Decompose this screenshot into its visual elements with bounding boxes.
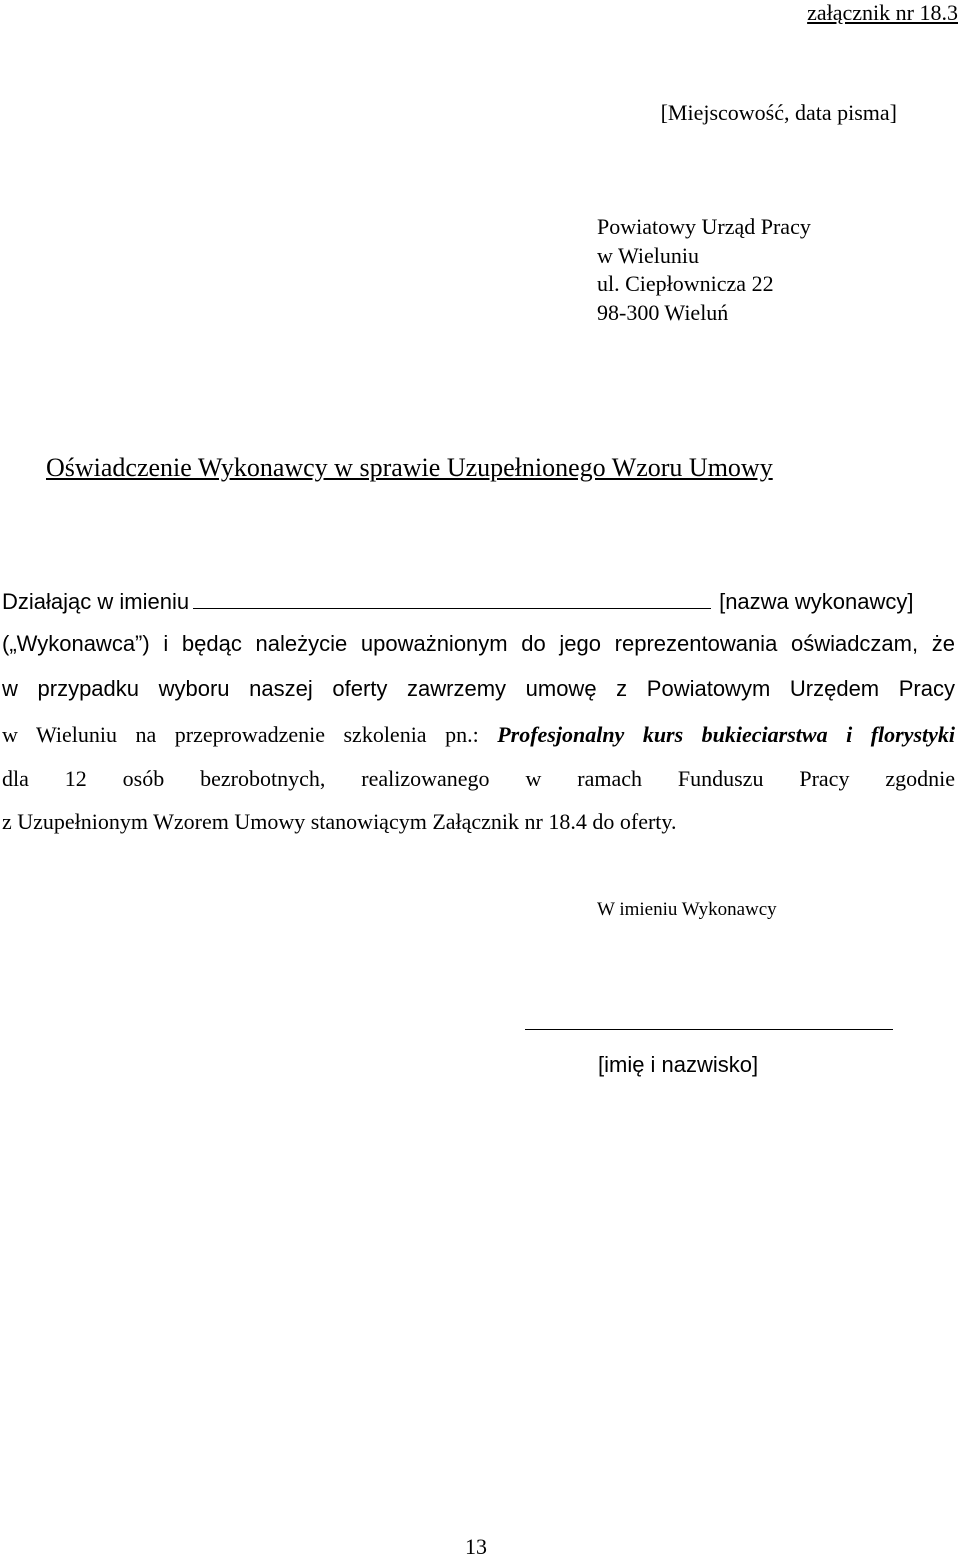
recipient-line: ul. Ciepłownicza 22: [597, 271, 774, 296]
recipient-line: Powiatowy Urząd Pracy: [597, 214, 811, 239]
annex-label: załącznik nr 18.3: [807, 0, 958, 25]
on-behalf-label: W imieniu Wykonawcy: [597, 899, 777, 920]
signature-line: [525, 1029, 893, 1030]
course-name: Profesjonalny kurs bukieciarstwa i florystyki: [497, 722, 956, 747]
body-line: („Wykonawca”) i będąc należycie upoważnionym do jego reprezentowania oświadczam, że: [2, 631, 955, 656]
recipient-line: w Wieluniu: [597, 242, 699, 268]
acting-on-behalf-text: Działając w imieniu: [2, 589, 190, 614]
contractor-name-blank: [193, 590, 711, 609]
contractor-name-row: [2, 589, 914, 615]
document-title: Oświadczenie Wykonawcy w sprawie Uzupełnionego Wzoru Umowy: [46, 453, 773, 482]
recipient-address: [597, 213, 811, 327]
signature-caption: [imię i nazwisko]: [598, 1052, 759, 1077]
body-line: dla 12 osób bezrobotnych, realizowanego w ramach Funduszu Pracy zgodnie: [2, 766, 955, 791]
recipient-line: 98-300 Wieluń: [597, 299, 729, 325]
body-line: z Uzupełnionym Wzorem Umowy stanowiącym Załącznik nr 18.4 do oferty.: [2, 809, 677, 834]
body-line: [2, 722, 955, 748]
page-number: 13: [465, 1534, 487, 1559]
place-date-placeholder: [Miejscowość, data pisma]: [660, 100, 897, 125]
training-intro-text: w Wieluniu na przeprowadzenie szkolenia pn.:: [2, 722, 479, 747]
contractor-name-placeholder: [nazwa wykonawcy]: [719, 589, 914, 614]
body-line: w przypadku wyboru naszej oferty zawrzemy umowę z Powiatowym Urzędem Pracy: [2, 676, 955, 701]
